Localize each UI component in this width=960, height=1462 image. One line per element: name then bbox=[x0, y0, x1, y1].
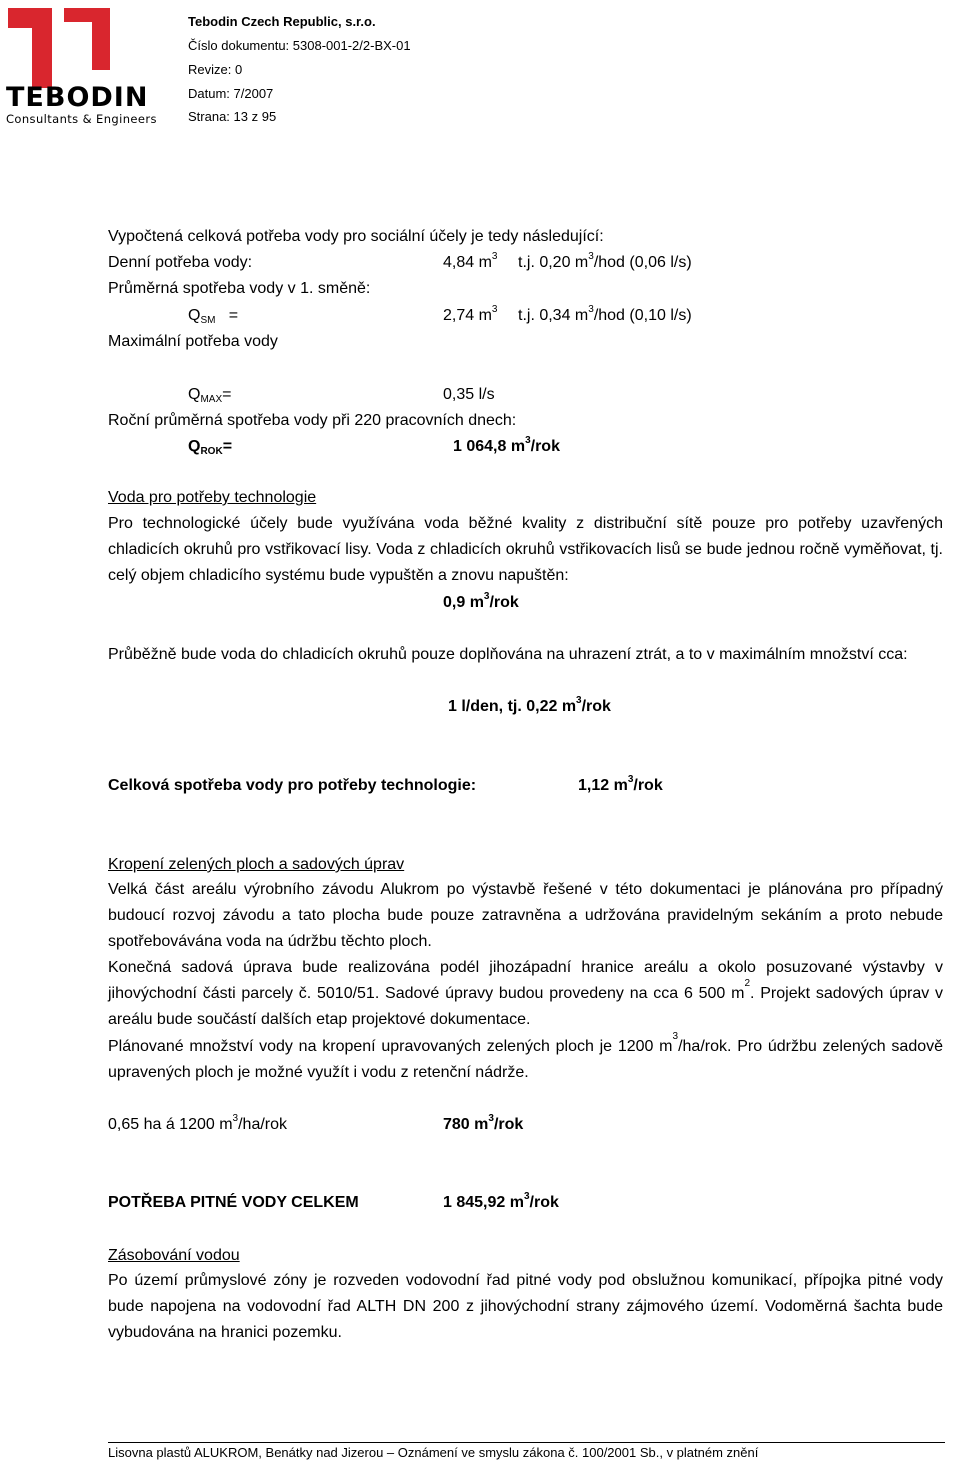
qsm-symbol: $Q_{SM}$ = bbox=[188, 307, 239, 326]
tebodin-logo-mark bbox=[6, 6, 156, 90]
irrigation-calc-value: 780 $m^3$/rok bbox=[443, 1113, 524, 1133]
irrigation-para1: Velká část areálu výrobního závodu Alukrom po výstavbě řešené v této dokumentaci je plánována pro případný budoucí rozvoj závodu a tato plocha bude pouze zatravněna a udržována pravidelným sekáním a proto nebude spotřebovávána voda na údržbu těchto ploch. bbox=[108, 881, 943, 950]
total-label: POTŘEBA PITNÉ VODY CELKEM bbox=[108, 1194, 359, 1211]
footer-rule bbox=[108, 1442, 945, 1443]
header-company: Tebodin Czech Republic, s.r.o. bbox=[188, 14, 376, 29]
daily-value: 4,84 $m^3$ bbox=[443, 251, 498, 271]
max-label: Maximální potřeba vody bbox=[108, 333, 278, 350]
technology-value1: 0,9 $m^3$/rok bbox=[443, 591, 519, 611]
daily-label: Denní potřeba vody: bbox=[108, 254, 253, 271]
supply-para: Po území průmyslové zóny je rozveden vodovodní řad pitné vody pod obslužnou komunikací, přípojka pitné vody bude napojena na vodovodní řad ALTH DN 200 z jihovýchodní strany zájmového území. Vodoměrná šachta bude vybudována na hranici pozemku. bbox=[108, 1272, 943, 1341]
qsm-tj: t.j. 0,34 $m^3$/hod (0,10 l/s) bbox=[518, 304, 692, 324]
qsm-value: 2,74 $m^3$ bbox=[443, 304, 498, 324]
irrigation-heading: Kropení zelených ploch a sadových úprav bbox=[108, 856, 405, 873]
footer-text: Lisovna plastů ALUKROM, Benátky nad Jizerou – Oznámení ve smyslu zákona č. 100/2001 Sb., v platném znění bbox=[108, 1445, 759, 1460]
total-value: 1 845,92 $m^3$/rok bbox=[443, 1191, 559, 1211]
avg-label: Průměrná spotřeba vody v 1. směně: bbox=[108, 280, 371, 297]
technology-total-label: Celková spotřeba vody pro potřeby technologie: bbox=[108, 777, 477, 794]
logo-tagline: Consultants & Engineers bbox=[6, 112, 157, 126]
qrok-symbol: $Q_{ROK}=$ bbox=[188, 438, 233, 457]
header-date: Datum: 7/2007 bbox=[188, 86, 274, 101]
irrigation-para3: Plánované množství vody na kropení upravovaných zelených ploch je 1200 $m^3/ha$/rok. Pro údržbu zelených sadově upravených ploch je možné využít i vodu z retenční nádrže. bbox=[108, 1031, 944, 1081]
social-intro: Vypočtená celková potřeba vody pro sociální účely je tedy následující: bbox=[108, 228, 604, 245]
technology-para2: Průběžně bude voda do chladicích okruhů pouze doplňována na uhrazení ztrát, a to v maximálním množství cca: bbox=[108, 646, 908, 663]
technology-para1: Pro technologické účely bude využívána voda běžné kvality z distribuční sítě pouze pro potřeby uzavřených chladicích okruhů pro vstřikovací lisy. Voda z chladicích okruhů vstřikovacích lisů se bude jednou ročně vyměňovat, tj. celý objem chladicího systému bude vypuštěn a znovu napuštěn: bbox=[108, 515, 943, 584]
annual-label: Roční průměrná spotřeba vody při 220 pracovních dnech: bbox=[108, 412, 517, 429]
header-revision: Revize: 0 bbox=[188, 62, 243, 77]
tebodin-logo bbox=[6, 6, 156, 128]
header-page: Strana: 13 z 95 bbox=[188, 109, 277, 124]
irrigation-para2: Konečná sadová úprava bude realizována podél jihozápadní hranice areálu a okolo posuzované výstavby v jihovýchodní části parcely č. 5010/51. Sadové úpravy budou provedeny na cca 6 500 $m^2$. Projekt sadových úprav v areálu bude součástí dalších etap projektové dokumentace. bbox=[108, 959, 944, 1028]
header-doc-number: Číslo dokumentu: 5308-001-2/2-BX-01 bbox=[188, 38, 411, 53]
irrigation-calc-label: 0,65 ha á 1200 $m^3/ha$/rok bbox=[108, 1113, 288, 1133]
logo-wordmark: TEBODIN bbox=[6, 82, 149, 113]
technology-heading: Voda pro potřeby technologie bbox=[108, 489, 317, 506]
technology-total-value: 1,12 $m^3$/rok bbox=[578, 774, 663, 794]
qmax-value: 0,35 l/s bbox=[443, 386, 495, 403]
qmax-symbol: $Q_{MAX}=$ bbox=[188, 386, 232, 405]
daily-tj: t.j. 0,20 $m^3$/hod (0,06 l/s) bbox=[518, 251, 692, 271]
supply-heading: Zásobování vodou bbox=[108, 1247, 240, 1264]
technology-value2: 1 l/den, tj. 0,22 $m^3$/rok bbox=[448, 695, 611, 715]
qrok-value: 1 064,8 $m^3$/rok bbox=[453, 435, 560, 455]
